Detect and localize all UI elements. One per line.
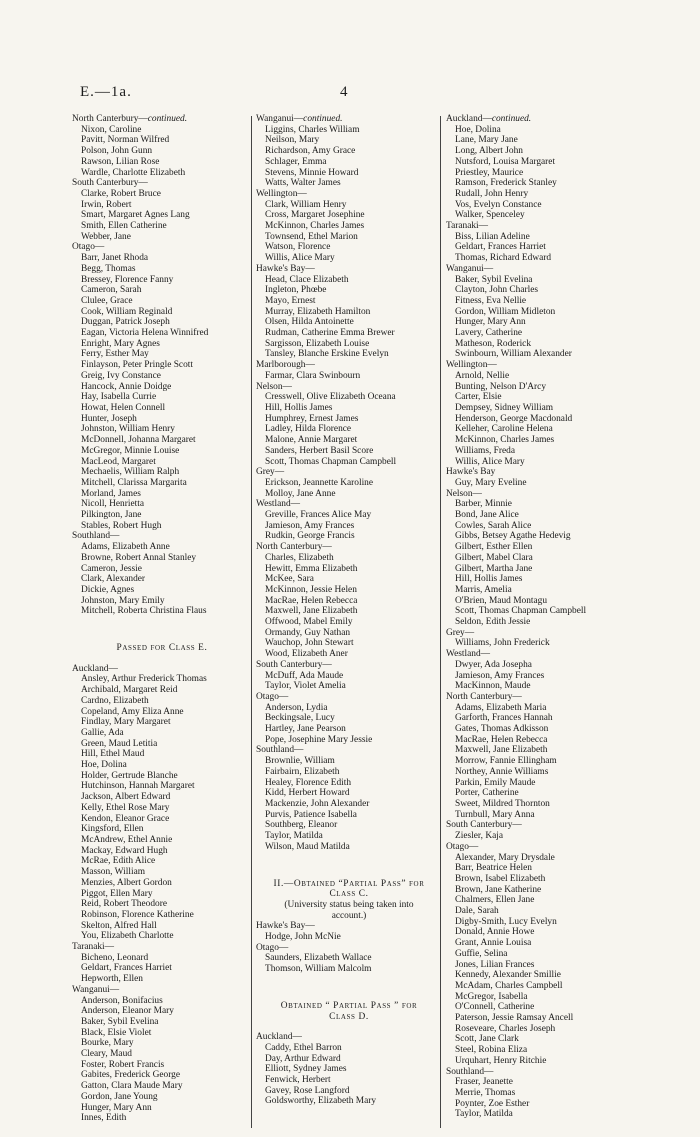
candidate-name: Rudall, John Henry xyxy=(455,188,529,199)
spacer xyxy=(72,654,252,664)
candidate-name: McKinnon, Charles James xyxy=(265,221,365,232)
candidate-name: Gilbert, Esther Ellen xyxy=(455,542,533,553)
candidate-name: Pilkington, Jane xyxy=(81,510,142,521)
section-heading: Class C. xyxy=(329,889,369,900)
candidate-name: Ziesler, Kaja xyxy=(455,831,504,842)
candidate-name: Donald, Annie Howe xyxy=(455,927,535,938)
candidate-name: Day, Arthur Edward xyxy=(265,1053,341,1064)
candidate-name: Watts, Walter James xyxy=(265,178,341,189)
candidate-name: Paterson, Jessie Ramsay Ancell xyxy=(455,1013,574,1024)
candidate-name: Elliott, Sydney James xyxy=(265,1064,347,1075)
candidate-name: Dickie, Agnes xyxy=(81,584,135,595)
region-heading: Southland— xyxy=(256,745,304,756)
candidate-name: Mitchell, Roberta Christina Flaus xyxy=(81,606,207,617)
candidate-name: Charles, Elizabeth xyxy=(265,552,334,563)
candidate-name: Dwyer, Ada Josepha xyxy=(455,659,532,670)
candidate-name: Erickson, Jeannette Karoline xyxy=(265,477,374,488)
region-heading: Taranaki— xyxy=(72,942,115,953)
region-heading: North Canterbury— xyxy=(256,542,332,553)
candidate-name: Olsen, Hilda Antoinette xyxy=(265,317,354,328)
candidate-name: Liggins, Charles William xyxy=(265,124,360,135)
region-heading: Southland— xyxy=(446,1066,494,1077)
region-heading: Otago— xyxy=(256,691,289,702)
region-heading: Westland— xyxy=(256,499,301,510)
candidate-name: Tansley, Blanche Erskine Evelyn xyxy=(265,349,389,360)
candidate-name: Vos, Evelyn Constance xyxy=(455,199,542,210)
candidate-name: Taylor, Matilda xyxy=(265,831,323,842)
candidate-name: Nutsford, Louisa Margaret xyxy=(455,156,556,167)
candidate-name: Jamieson, Amy Frances xyxy=(455,670,545,681)
candidate-name: Hewitt, Emma Elizabeth xyxy=(265,563,358,574)
candidate-name: Digby-Smith, Lucy Evelyn xyxy=(455,916,557,927)
candidate-name: O'Connell, Catherine xyxy=(455,1002,535,1013)
candidate-name: Poynter, Zoe Esther xyxy=(455,1098,530,1109)
candidate-name: Fraser, Jeanette xyxy=(455,1077,513,1088)
candidate-name: Polson, John Gunn xyxy=(81,146,153,157)
candidate-name: Brownlie, William xyxy=(265,756,335,767)
spacer xyxy=(256,853,442,879)
region-heading: Wanganui—continued. xyxy=(256,114,343,124)
candidate-name: Hodge, John McNie xyxy=(265,932,341,943)
candidate-name: Anderson, Bonifacius xyxy=(81,995,163,1006)
candidate-name: Ansley, Arthur Frederick Thomas xyxy=(81,674,207,685)
candidate-name: Long, Albert John xyxy=(455,146,523,157)
candidate-name: Bunting, Nelson D'Arcy xyxy=(455,381,547,392)
candidate-name: Cameron, Jessie xyxy=(81,563,142,574)
candidate-name: Neilson, Mary xyxy=(265,135,320,146)
section-heading: Passed for Class E. xyxy=(116,643,208,654)
candidate-name: Kingsford, Ellen xyxy=(81,824,144,835)
candidate-name: Brown, Jane Katherine xyxy=(455,884,542,895)
candidate-name: Gordon, Jane Young xyxy=(81,1091,158,1102)
candidate-name: Sargisson, Elizabeth Louise xyxy=(265,338,370,349)
candidate-name: Merrie, Thomas xyxy=(455,1087,516,1098)
candidate-name: Townsend, Ethel Marion xyxy=(265,231,358,242)
candidate-name: Caddy, Ethel Barron xyxy=(265,1042,342,1053)
candidate-name: Cook, William Reginald xyxy=(81,306,173,317)
candidate-name: You, Elizabeth Charlotte xyxy=(81,931,174,942)
section-heading: Obtained “ Partial Pass ” for xyxy=(280,1000,418,1011)
candidate-name: Gabites, Frederick George xyxy=(81,1070,181,1081)
candidate-name: Henderson, George Macdonald xyxy=(455,413,573,424)
candidate-name: Pope, Josephine Mary Jessie xyxy=(265,734,373,745)
candidate-name: Barber, Minnie xyxy=(455,499,512,510)
candidate-name: Taylor, Violet Amelia xyxy=(265,681,346,692)
candidate-name: Wood, Elizabeth Aner xyxy=(265,649,348,660)
candidate-name: Cresswell, Olive Elizabeth Oceana xyxy=(265,392,396,403)
candidate-name: Richardson, Amy Grace xyxy=(265,146,356,157)
candidate-name: Northey, Annie Williams xyxy=(455,766,549,777)
region-heading: Marlborough— xyxy=(256,360,315,371)
candidate-name: Ingleton, Phœbe xyxy=(265,285,327,296)
region-heading: Nelson— xyxy=(256,381,292,392)
candidate-name: Smith, Ellen Catherine xyxy=(81,221,167,232)
candidate-name: Mayo, Ernest xyxy=(265,295,316,306)
candidate-name: Mackay, Edward Hugh xyxy=(81,845,168,856)
candidate-name: Humphrey, Ernest James xyxy=(265,413,359,424)
candidate-name: Walker, Spenceley xyxy=(455,210,525,221)
candidate-name: Ladley, Hilda Florence xyxy=(265,424,352,435)
candidate-name: Wilson, Maud Matilda xyxy=(265,841,350,852)
region-heading: Hawke's Bay xyxy=(446,467,496,478)
candidate-name: Offwood, Mabel Emily xyxy=(265,617,353,628)
candidate-name: Farmar, Clara Swinbourn xyxy=(265,370,361,381)
candidate-name: Southberg, Eleanor xyxy=(265,820,338,831)
candidate-name: Findlay, Mary Margaret xyxy=(81,717,171,728)
candidate-name: Grant, Annie Louisa xyxy=(455,938,532,949)
candidate-name: Hay, Isabella Currie xyxy=(81,392,157,403)
section-heading: II.—Obtained “Partial Pass” for xyxy=(273,878,425,889)
region-heading: Grey— xyxy=(256,467,285,478)
candidate-name: Stables, Robert Hugh xyxy=(81,520,162,531)
candidate-name: Hunter, Joseph xyxy=(81,413,137,424)
region-heading: Auckland—continued. xyxy=(446,114,532,124)
candidate-name: Cardno, Elizabeth xyxy=(81,695,149,706)
candidate-name: Brown, Isabel Elizabeth xyxy=(455,873,546,884)
candidate-name: Jones, Lilian Frances xyxy=(455,959,535,970)
spacer xyxy=(72,617,252,643)
candidate-name: Marris, Amelia xyxy=(455,584,512,595)
candidate-name: Hartley, Jane Pearson xyxy=(265,724,346,735)
candidate-name: Sweet, Mildred Thornton xyxy=(455,799,550,809)
column-2 xyxy=(256,114,442,1107)
candidate-name: Gilbert, Mabel Clara xyxy=(455,552,533,563)
candidate-name: MacRae, Helen Rebecca xyxy=(455,734,548,745)
candidate-name: Enright, Mary Agnes xyxy=(81,338,160,349)
candidate-name: Dempsey, Sidney William xyxy=(455,402,554,413)
candidate-name: Dale, Sarah xyxy=(455,906,499,917)
candidate-name: Williams, John Frederick xyxy=(455,638,550,649)
candidate-name: Johnston, Mary Emily xyxy=(81,595,165,606)
candidate-name: Priestley, Maurice xyxy=(455,167,524,178)
candidate-name: McKinnon, Jessie Helen xyxy=(265,584,357,595)
candidate-name: Johnston, William Henry xyxy=(81,424,175,435)
candidate-name: Jamieson, Amy Frances xyxy=(265,520,355,531)
candidate-name: Clayton, John Charles xyxy=(455,285,539,296)
candidate-name: Greville, Frances Alice May xyxy=(265,510,372,521)
section-heading: Class D. xyxy=(329,1011,369,1022)
candidate-name: Scott, Jane Clark xyxy=(455,1034,519,1045)
candidate-name: Goldsworthy, Elizabeth Mary xyxy=(265,1096,377,1107)
candidate-name: Baker, Sybil Evelina xyxy=(81,1016,159,1027)
region-heading: Westland— xyxy=(446,649,491,660)
candidate-name: Adams, Elizabeth Anne xyxy=(81,542,170,553)
candidate-name: Morland, James xyxy=(81,488,141,499)
candidate-name: Head, Clace Elizabeth xyxy=(265,274,349,285)
candidate-name: Black, Elsie Violet xyxy=(81,1027,152,1038)
candidate-name: MacLeod, Margaret xyxy=(81,456,156,467)
candidate-name: Ferry, Esther May xyxy=(81,349,149,360)
candidate-name: Maxwell, Jane Elizabeth xyxy=(265,606,358,617)
candidate-name: Garforth, Frances Hannah xyxy=(455,713,553,724)
candidate-name: Geldart, Frances Harriet xyxy=(81,963,172,974)
document-code: E.—1a. xyxy=(80,84,132,100)
candidate-name: Purvis, Patience Isabella xyxy=(265,809,357,820)
candidate-name: Guy, Mary Eveline xyxy=(455,477,527,488)
candidate-name: Hunger, Mary Ann xyxy=(455,317,526,328)
candidate-name: Healey, Florence Edith xyxy=(265,777,352,788)
candidate-name: Browne, Robert Annal Stanley xyxy=(81,552,197,563)
region-heading: South Canterbury— xyxy=(72,178,148,189)
candidate-name: Masson, William xyxy=(81,867,146,878)
candidate-name: Innes, Edith xyxy=(81,1113,127,1124)
candidate-name: Gibbs, Betsey Agathe Hedevig xyxy=(455,531,571,542)
candidate-name: Porter, Catherine xyxy=(455,788,519,799)
candidate-name: Irwin, Robert xyxy=(81,199,132,210)
candidate-name: McAdam, Charles Campbell xyxy=(455,980,563,991)
candidate-name: Smart, Margaret Agnes Lang xyxy=(81,210,190,221)
candidate-name: McDuff, Ada Maude xyxy=(265,670,344,681)
candidate-name: Biss, Lilian Adeline xyxy=(455,231,530,242)
candidate-name: McAndrew, Ethel Annie xyxy=(81,835,173,845)
candidate-name: Reid, Robert Theodore xyxy=(81,899,168,910)
candidate-name: Hepworth, Ellen xyxy=(81,974,143,985)
candidate-name: Fitness, Eva Nellie xyxy=(455,295,527,306)
region-heading: Auckland— xyxy=(256,1032,302,1043)
candidate-name: Kennedy, Alexander Smillie xyxy=(455,970,561,981)
candidate-name: Gatton, Clara Maude Mary xyxy=(81,1081,183,1092)
candidate-name: Saunders, Elizabeth Wallace xyxy=(265,953,372,964)
candidate-name: Morrow, Fannie Ellingham xyxy=(455,756,557,767)
candidate-name: Lavery, Catherine xyxy=(455,328,523,339)
candidate-name: Greig, Ivy Constance xyxy=(81,370,161,381)
candidate-name: Steel, Robina Eliza xyxy=(455,1045,528,1056)
candidate-name: Alexander, Mary Drysdale xyxy=(455,852,555,863)
region-heading: Hawke's Bay— xyxy=(256,263,315,274)
candidate-name: Cameron, Sarah xyxy=(81,285,142,296)
candidate-name: Chalmers, Ellen Jane xyxy=(455,895,535,906)
candidate-name: Rudman, Catherine Emma Brewer xyxy=(265,328,395,339)
candidate-name: Guffie, Selina xyxy=(455,948,508,959)
candidate-name: Gallie, Ada xyxy=(81,727,124,738)
candidate-name: Jackson, Albert Edward xyxy=(81,792,171,803)
candidate-name: Finlayson, Peter Pringle Scott xyxy=(81,360,193,371)
candidate-name: Bressey, Florence Fanny xyxy=(81,274,174,285)
candidate-name: Bond, Jane Alice xyxy=(455,510,519,521)
region-heading: North Canterbury— xyxy=(446,691,522,702)
candidate-name: Piggot, Ellen Mary xyxy=(81,888,153,899)
region-heading: Wellington— xyxy=(256,188,307,199)
candidate-name: Willis, Alice Mary xyxy=(265,253,335,264)
candidate-name: Hill, Hollis James xyxy=(265,402,333,413)
region-heading: Wanganui— xyxy=(446,263,494,274)
candidate-name: Turnbull, Mary Anna xyxy=(455,809,535,820)
candidate-name: Bicheno, Leonard xyxy=(81,952,149,963)
candidate-name: McKinnon, Charles James xyxy=(455,435,555,446)
candidate-name: Hancock, Annie Doidge xyxy=(81,381,172,392)
candidate-name: Williams, Freda xyxy=(455,445,516,456)
continued-label: continued. xyxy=(491,114,532,124)
page-header xyxy=(0,84,700,104)
candidate-name: Green, Maud Letitia xyxy=(81,738,158,749)
candidate-name: Mackenzie, John Alexander xyxy=(265,799,370,809)
candidate-name: Clark, William Henry xyxy=(265,199,347,210)
candidate-name: Holder, Gertrude Blanche xyxy=(81,770,178,781)
region-heading: Hawke's Bay— xyxy=(256,921,315,932)
candidate-name: McGregor, Minnie Louise xyxy=(81,445,180,456)
candidate-name: Mechaelis, William Ralph xyxy=(81,467,180,478)
candidate-name: McGregor, Isabella xyxy=(455,991,528,1002)
candidate-name: Sanders, Herbert Basil Score xyxy=(265,445,374,456)
candidate-name: Parkin, Emily Maude xyxy=(455,777,536,788)
candidate-name: Hoe, Dolina xyxy=(81,760,127,771)
candidate-name: Barr, Janet Rhoda xyxy=(81,253,149,264)
candidate-name: Baker, Sybil Evelina xyxy=(455,274,533,285)
region-heading: Auckland— xyxy=(72,663,118,674)
candidate-name: Anderson, Lydia xyxy=(265,702,328,713)
column-3 xyxy=(446,114,636,1120)
candidate-name: Rawson, Lilian Rose xyxy=(81,156,160,167)
candidate-name: Stevens, Minnie Howard xyxy=(265,167,359,178)
candidate-name: Seldon, Edith Jessie xyxy=(455,617,531,628)
candidate-name: Urquhart, Henry Ritchie xyxy=(455,1055,547,1066)
candidate-name: Willis, Alice Mary xyxy=(455,456,525,467)
candidate-name: Robinson, Florence Katherine xyxy=(81,909,194,920)
candidate-name: MacKinnon, Maude xyxy=(455,681,531,692)
candidate-name: Bourke, Mary xyxy=(81,1038,134,1049)
candidate-name: McKee, Sara xyxy=(265,574,314,585)
spacer xyxy=(256,1022,442,1032)
region-heading: Wellington— xyxy=(446,360,497,371)
candidate-name: Nicoll, Henrietta xyxy=(81,499,144,510)
candidate-name: Wardle, Charlotte Elizabeth xyxy=(81,167,186,178)
candidate-name: Thomas, Richard Edward xyxy=(455,253,552,264)
region-heading: Otago— xyxy=(256,942,289,953)
candidate-name: Clulee, Grace xyxy=(81,295,133,306)
candidate-name: MacRae, Helen Rebecca xyxy=(265,595,358,606)
candidate-name: Clark, Alexander xyxy=(81,574,146,585)
region-heading: Grey— xyxy=(446,627,475,638)
candidate-name: Hill, Ethel Maud xyxy=(81,749,145,760)
candidate-name: Hoe, Dolina xyxy=(455,124,501,135)
candidate-name: Webber, Jane xyxy=(81,231,131,242)
region-heading: Taranaki— xyxy=(446,221,489,232)
candidate-name: Carter, Elsie xyxy=(455,392,502,403)
candidate-name: Hutchinson, Hannah Margaret xyxy=(81,781,195,792)
candidate-name: Archibald, Margaret Reid xyxy=(81,685,178,696)
candidate-name: Swinbourn, William Alexander xyxy=(455,349,572,360)
spacer xyxy=(256,975,442,1001)
candidate-name: Nixon, Caroline xyxy=(81,124,142,135)
region-heading: Nelson— xyxy=(446,488,482,499)
region-heading: Otago— xyxy=(72,242,105,253)
section-note: account.) xyxy=(331,910,367,921)
column-1 xyxy=(72,114,252,1124)
candidate-name: Taylor, Matilda xyxy=(455,1109,513,1120)
candidate-name: Scott, Thomas Chapman Campbell xyxy=(265,456,397,467)
page-number: 4 xyxy=(340,84,348,100)
region-heading: Wanganui— xyxy=(72,984,120,995)
region-heading: Otago— xyxy=(446,841,479,852)
candidate-name: Kelly, Ethel Rose Mary xyxy=(81,802,170,813)
continued-label: continued. xyxy=(147,114,188,124)
candidate-name: Begg, Thomas xyxy=(81,263,136,274)
section-note: (University status being taken into xyxy=(284,899,414,910)
candidate-name: Kidd, Herbert Howard xyxy=(265,788,350,799)
candidate-name: McDonnell, Johanna Margaret xyxy=(81,435,196,446)
candidate-name: Cowles, Sarah Alice xyxy=(455,520,532,531)
candidate-name: Malone, Annie Margaret xyxy=(265,435,358,446)
candidate-name: Foster, Robert Francis xyxy=(81,1059,165,1070)
candidate-name: Fenwick, Herbert xyxy=(265,1075,331,1086)
region-heading: South Canterbury— xyxy=(256,659,332,670)
candidate-name: Lane, Mary Jane xyxy=(455,135,518,146)
candidate-name: Gordon, William Midleton xyxy=(455,306,556,317)
candidate-name: Howat, Helen Connell xyxy=(81,402,166,413)
candidate-name: Gilbert, Martha Jane xyxy=(455,563,533,574)
candidate-name: Murray, Elizabeth Hamilton xyxy=(265,306,371,317)
candidate-name: Thomson, William Malcolm xyxy=(265,964,372,975)
candidate-name: Clarke, Robert Bruce xyxy=(81,188,161,199)
candidate-name: Schlager, Emma xyxy=(265,156,327,167)
candidate-name: Copeland, Amy Eliza Anne xyxy=(81,706,184,717)
candidate-name: Anderson, Eleanor Mary xyxy=(81,1006,174,1017)
candidate-name: McRae, Edith Alice xyxy=(81,856,156,867)
candidate-name: Barr, Beatrice Helen xyxy=(455,863,532,874)
candidate-name: Fairbairn, Elizabeth xyxy=(265,766,340,777)
candidate-name: Rudkin, George Francis xyxy=(265,531,355,542)
region-heading: South Canterbury— xyxy=(446,820,522,831)
candidate-name: Pavitt, Norman Wilfred xyxy=(81,135,170,146)
candidate-name: Hunger, Mary Ann xyxy=(81,1102,152,1113)
region-heading: North Canterbury—continued. xyxy=(72,114,188,124)
candidate-name: Geldart, Frances Harriet xyxy=(455,242,546,253)
candidate-name: Wauchop, John Stewart xyxy=(265,638,354,649)
candidate-name: Menzies, Albert Gordon xyxy=(81,877,172,888)
candidate-name: Cleary, Maud xyxy=(81,1049,132,1060)
candidate-name: Molloy, Jane Anne xyxy=(265,488,336,499)
candidate-name: Beckingsale, Lucy xyxy=(265,713,335,724)
continued-label: continued. xyxy=(303,114,343,124)
region-heading: Southland— xyxy=(72,531,120,542)
candidate-name: Gavey, Rose Langford xyxy=(265,1085,350,1096)
candidate-name: Mitchell, Clarissa Margarita xyxy=(81,477,187,488)
candidate-name: Gates, Thomas Adkisson xyxy=(455,724,549,735)
candidate-name: Eagan, Victoria Helena Winnifred xyxy=(81,328,209,339)
candidate-name: Kendon, Eleanor Grace xyxy=(81,813,170,824)
candidate-name: Roseveare, Charles Joseph xyxy=(455,1023,556,1034)
candidate-name: Matheson, Roderick xyxy=(455,338,532,349)
candidate-name: Skelton, Alfred Hall xyxy=(81,920,157,931)
candidate-name: Hill, Hollis James xyxy=(455,574,523,585)
candidate-name: O'Brien, Maud Montagu xyxy=(455,595,548,606)
candidate-name: Duggan, Patrick Joseph xyxy=(81,317,170,328)
candidate-name: Maxwell, Jane Elizabeth xyxy=(455,745,548,756)
candidate-name: Scott, Thomas Chapman Campbell xyxy=(455,606,587,617)
candidate-name: Adams, Elizabeth Maria xyxy=(455,702,547,713)
candidate-name: Arnold, Nellie xyxy=(455,370,510,381)
candidate-name: Cross, Margaret Josephine xyxy=(265,210,365,221)
candidate-name: Kelleher, Caroline Helena xyxy=(455,424,553,435)
candidate-name: Ramson, Frederick Stanley xyxy=(455,178,557,189)
candidate-name: Watson, Florence xyxy=(265,242,331,253)
candidate-name: Ormandy, Guy Nathan xyxy=(265,627,351,638)
